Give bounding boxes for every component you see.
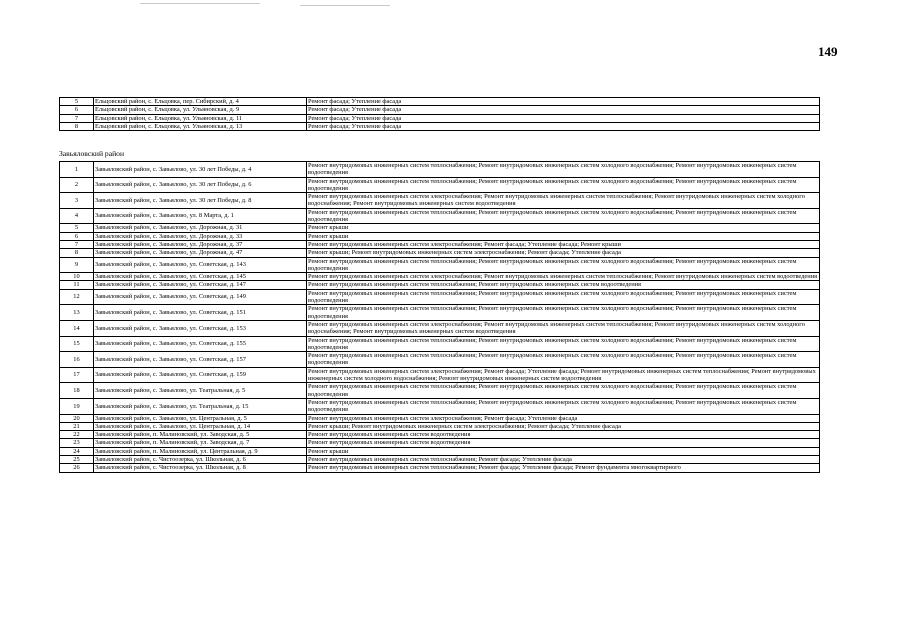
table-zavyalovsky [59, 161, 820, 473]
table-body-main [60, 162, 820, 473]
row-number: 7 [60, 240, 94, 248]
row-works: Ремонт крыши; Ремонт внутридомовых инженерных систем электроснабжения; Ремонт фасада; Утепление фасада [307, 249, 820, 257]
row-works: Ремонт фасада; Утепление фасада [307, 106, 820, 114]
table-row [60, 398, 820, 414]
row-address: Завьяловский район, с. Завьялово, ул. 30 лет Победы, д. 4 [94, 162, 307, 178]
row-number: 7 [60, 114, 94, 122]
table-row [60, 281, 820, 289]
row-works: Ремонт внутридомовых инженерных систем электроснабжения; Ремонт внутридомовых инженерных систем теплоснабжения; Ремонт внутридомовых инженерных систем водоотведения [307, 273, 820, 281]
table-row [60, 122, 820, 130]
table-row [60, 249, 820, 257]
row-number: 26 [60, 464, 94, 472]
row-works: Ремонт крыши; Ремонт внутридомовых инженерных систем электроснабжения; Ремонт фасада; Утепление фасада [307, 422, 820, 430]
row-address: Завьяловский район, с. Завьялово, ул. Центральная, д. 14 [94, 422, 307, 430]
table-row [60, 439, 820, 447]
table-row [60, 422, 820, 430]
table-row [60, 98, 820, 106]
row-address: Завьяловский район, с. Чистоозерка, ул. Школьная, д. 8 [94, 464, 307, 472]
row-number: 5 [60, 98, 94, 106]
table-row [60, 352, 820, 368]
table-row [60, 367, 820, 383]
table-row [60, 114, 820, 122]
row-number: 22 [60, 431, 94, 439]
row-works: Ремонт внутридомовых инженерных систем водоотведения [307, 431, 820, 439]
row-address: Завьяловский район, с. Чистоозерка, ул. Школьная, д. 6 [94, 455, 307, 463]
row-works: Ремонт внутридомовых инженерных систем теплоснабжения; Ремонт фасада; Утепление фасада [307, 455, 820, 463]
row-address: Завьяловский район, с. Завьялово, ул. Театральная, д. 5 [94, 383, 307, 399]
row-works: Ремонт внутридомовых инженерных систем теплоснабжения; Ремонт внутридомовых инженерных систем холодного водоснабжения; Ремонт внутридомовых инженерных систем водоотведения [307, 289, 820, 305]
row-address: Ельцовский район, с. Ельцовка, ул. Ульяновская, д. 13 [94, 122, 307, 130]
row-number: 1 [60, 162, 94, 178]
row-works: Ремонт внутридомовых инженерных систем теплоснабжения; Ремонт внутридомовых инженерных систем холодного водоснабжения; Ремонт внутридомовых инженерных систем водоотведения [307, 177, 820, 193]
table-row [60, 414, 820, 422]
row-number: 17 [60, 367, 94, 383]
row-works: Ремонт внутридомовых инженерных систем электроснабжения; Ремонт внутридомовых инженерных систем теплоснабжения; Ремонт внутридомовых инженерных систем холодного водоснабжения; Ремонт внутридомовых инженерных систем водоотведения [307, 193, 820, 209]
scan-artifact [300, 5, 390, 6]
row-number: 19 [60, 398, 94, 414]
row-address: Завьяловский район, с. Завьялово, ул. Советская, д. 159 [94, 367, 307, 383]
table-row [60, 273, 820, 281]
row-works: Ремонт внутридомовых инженерных систем водоотведения [307, 439, 820, 447]
row-works: Ремонт внутридомовых инженерных систем теплоснабжения; Ремонт внутридомовых инженерных систем холодного водоснабжения; Ремонт внутридомовых инженерных систем водоотведения [307, 383, 820, 399]
row-number: 25 [60, 455, 94, 463]
table-row [60, 208, 820, 224]
row-number: 10 [60, 273, 94, 281]
page-number: 149 [818, 44, 838, 59]
row-address: Завьяловский район, п. Малиновский, ул. Заводская, д. 5 [94, 431, 307, 439]
row-number: 8 [60, 249, 94, 257]
table-row [60, 232, 820, 240]
row-number: 24 [60, 447, 94, 455]
row-number: 2 [60, 177, 94, 193]
row-works: Ремонт внутридомовых инженерных систем электроснабжения; Ремонт фасада; Утепление фасада; Ремонт крыши [307, 240, 820, 248]
row-address: Завьяловский район, с. Завьялово, ул. Советская, д. 151 [94, 305, 307, 321]
row-address: Завьяловский район, с. Завьялово, ул. Советская, д. 155 [94, 336, 307, 352]
table-row [60, 336, 820, 352]
row-address: Завьяловский район, с. Завьялово, ул. Советская, д. 157 [94, 352, 307, 368]
row-works: Ремонт внутридомовых инженерных систем электроснабжения; Ремонт фасада; Утепление фасада; Ремонт внутридомовых инженерных систем теплоснабжения; Ремонт внутридомовых инженерных систем холодного водоснабжения; Ремонт внутридомовых инженерных систем водоотведения [307, 367, 820, 383]
row-number: 14 [60, 320, 94, 336]
row-works: Ремонт крыши [307, 224, 820, 232]
row-number: 8 [60, 122, 94, 130]
row-number: 3 [60, 193, 94, 209]
row-works: Ремонт внутридомовых инженерных систем теплоснабжения; Ремонт фасада; Утепление фасада; Ремонт фундамента многоквартирного [307, 464, 820, 472]
row-address: Завьяловский район, с. Завьялово, ул. Советская, д. 153 [94, 320, 307, 336]
table-row [60, 289, 820, 305]
row-works: Ремонт внутридомовых инженерных систем теплоснабжения; Ремонт внутридомовых инженерных систем холодного водоснабжения; Ремонт внутридомовых инженерных систем водоотведения [307, 305, 820, 321]
row-address: Завьяловский район, с. Завьялово, ул. Театральная, д. 15 [94, 398, 307, 414]
row-address: Ельцовский район, с. Ельцовка, пер. Сибирский, д. 4 [94, 98, 307, 106]
row-works: Ремонт внутридомовых инженерных систем электроснабжения; Ремонт фасада; Утепление фасада [307, 414, 820, 422]
row-works: Ремонт внутридомовых инженерных систем электроснабжения; Ремонт внутридомовых инженерных систем теплоснабжения; Ремонт внутридомовых инженерных систем холодного водоснабжения; Ремонт внутридомовых инженерных систем водоотведения [307, 320, 820, 336]
row-address: Завьяловский район, с. Завьялово, ул. 30 лет Победы, д. 8 [94, 193, 307, 209]
table-row [60, 162, 820, 178]
row-address: Завьяловский район, с. Завьялово, ул. Дорожная, д. 47 [94, 249, 307, 257]
row-number: 18 [60, 383, 94, 399]
row-address: Завьяловский район, с. Завьялово, ул. 8 Марта, д. 1 [94, 208, 307, 224]
row-address: Завьяловский район, с. Завьялово, ул. Советская, д. 143 [94, 257, 307, 273]
table-row [60, 447, 820, 455]
row-works: Ремонт крыши [307, 447, 820, 455]
row-address: Завьяловский район, п. Малиновский, ул. Заводская, д. 7 [94, 439, 307, 447]
row-number: 9 [60, 257, 94, 273]
row-works: Ремонт фасада; Утепление фасада [307, 98, 820, 106]
row-address: Завьяловский район, с. Завьялово, ул. Советская, д. 145 [94, 273, 307, 281]
row-number: 6 [60, 106, 94, 114]
row-number: 13 [60, 305, 94, 321]
row-works: Ремонт внутридомовых инженерных систем теплоснабжения; Ремонт внутридомовых инженерных систем холодного водоснабжения; Ремонт внутридомовых инженерных систем водоотведения [307, 208, 820, 224]
row-works: Ремонт внутридомовых инженерных систем теплоснабжения; Ремонт внутридомовых инженерных систем водоотведения [307, 281, 820, 289]
table-row [60, 224, 820, 232]
row-number: 23 [60, 439, 94, 447]
row-address: Ельцовский район, с. Ельцовка, ул. Ульяновская, д. 9 [94, 106, 307, 114]
row-works: Ремонт фасада; Утепление фасада [307, 122, 820, 130]
row-works: Ремонт крыши [307, 232, 820, 240]
row-number: 16 [60, 352, 94, 368]
row-address: Ельцовский район, с. Ельцовка, ул. Ульяновская, д. 11 [94, 114, 307, 122]
table-row [60, 257, 820, 273]
row-works: Ремонт внутридомовых инженерных систем теплоснабжения; Ремонт внутридомовых инженерных систем холодного водоснабжения; Ремонт внутридомовых инженерных систем водоотведения [307, 162, 820, 178]
row-number: 6 [60, 232, 94, 240]
table-row [60, 455, 820, 463]
row-works: Ремонт внутридомовых инженерных систем теплоснабжения; Ремонт внутридомовых инженерных систем холодного водоснабжения; Ремонт внутридомовых инженерных систем водоотведения [307, 398, 820, 414]
table-row [60, 193, 820, 209]
section-title-zavyalovsky: Завьяловский район [59, 149, 125, 158]
table-body-top [60, 98, 820, 131]
table-row [60, 320, 820, 336]
row-number: 5 [60, 224, 94, 232]
table-row [60, 305, 820, 321]
row-works: Ремонт фасада; Утепление фасада [307, 114, 820, 122]
row-number: 21 [60, 422, 94, 430]
table-row [60, 464, 820, 472]
row-address: Завьяловский район, с. Завьялово, ул. Дорожная, д. 31 [94, 224, 307, 232]
row-number: 4 [60, 208, 94, 224]
row-number: 12 [60, 289, 94, 305]
row-address: Завьяловский район, с. Завьялово, ул. 30 лет Победы, д. 6 [94, 177, 307, 193]
row-address: Завьяловский район, п. Малиновский, ул. Центральная, д. 9 [94, 447, 307, 455]
row-address: Завьяловский район, с. Завьялово, ул. Центральная, д. 5 [94, 414, 307, 422]
scan-artifact [140, 3, 260, 4]
table-row [60, 240, 820, 248]
row-works: Ремонт внутридомовых инженерных систем теплоснабжения; Ремонт внутридомовых инженерных систем холодного водоснабжения; Ремонт внутридомовых инженерных систем водоотведения [307, 257, 820, 273]
table-row [60, 177, 820, 193]
table-row [60, 431, 820, 439]
row-address: Завьяловский район, с. Завьялово, ул. Дорожная, д. 33 [94, 232, 307, 240]
table-elcovsky [59, 97, 820, 131]
row-works: Ремонт внутридомовых инженерных систем теплоснабжения; Ремонт внутридомовых инженерных систем холодного водоснабжения; Ремонт внутридомовых инженерных систем водоотведения [307, 336, 820, 352]
row-address: Завьяловский район, с. Завьялово, ул. Советская, д. 147 [94, 281, 307, 289]
table-row [60, 106, 820, 114]
table-row [60, 383, 820, 399]
row-works: Ремонт внутридомовых инженерных систем теплоснабжения; Ремонт внутридомовых инженерных систем холодного водоснабжения; Ремонт внутридомовых инженерных систем водоотведения [307, 352, 820, 368]
row-number: 15 [60, 336, 94, 352]
row-number: 20 [60, 414, 94, 422]
row-number: 11 [60, 281, 94, 289]
row-address: Завьяловский район, с. Завьялово, ул. Дорожная, д. 37 [94, 240, 307, 248]
row-address: Завьяловский район, с. Завьялово, ул. Советская, д. 149 [94, 289, 307, 305]
